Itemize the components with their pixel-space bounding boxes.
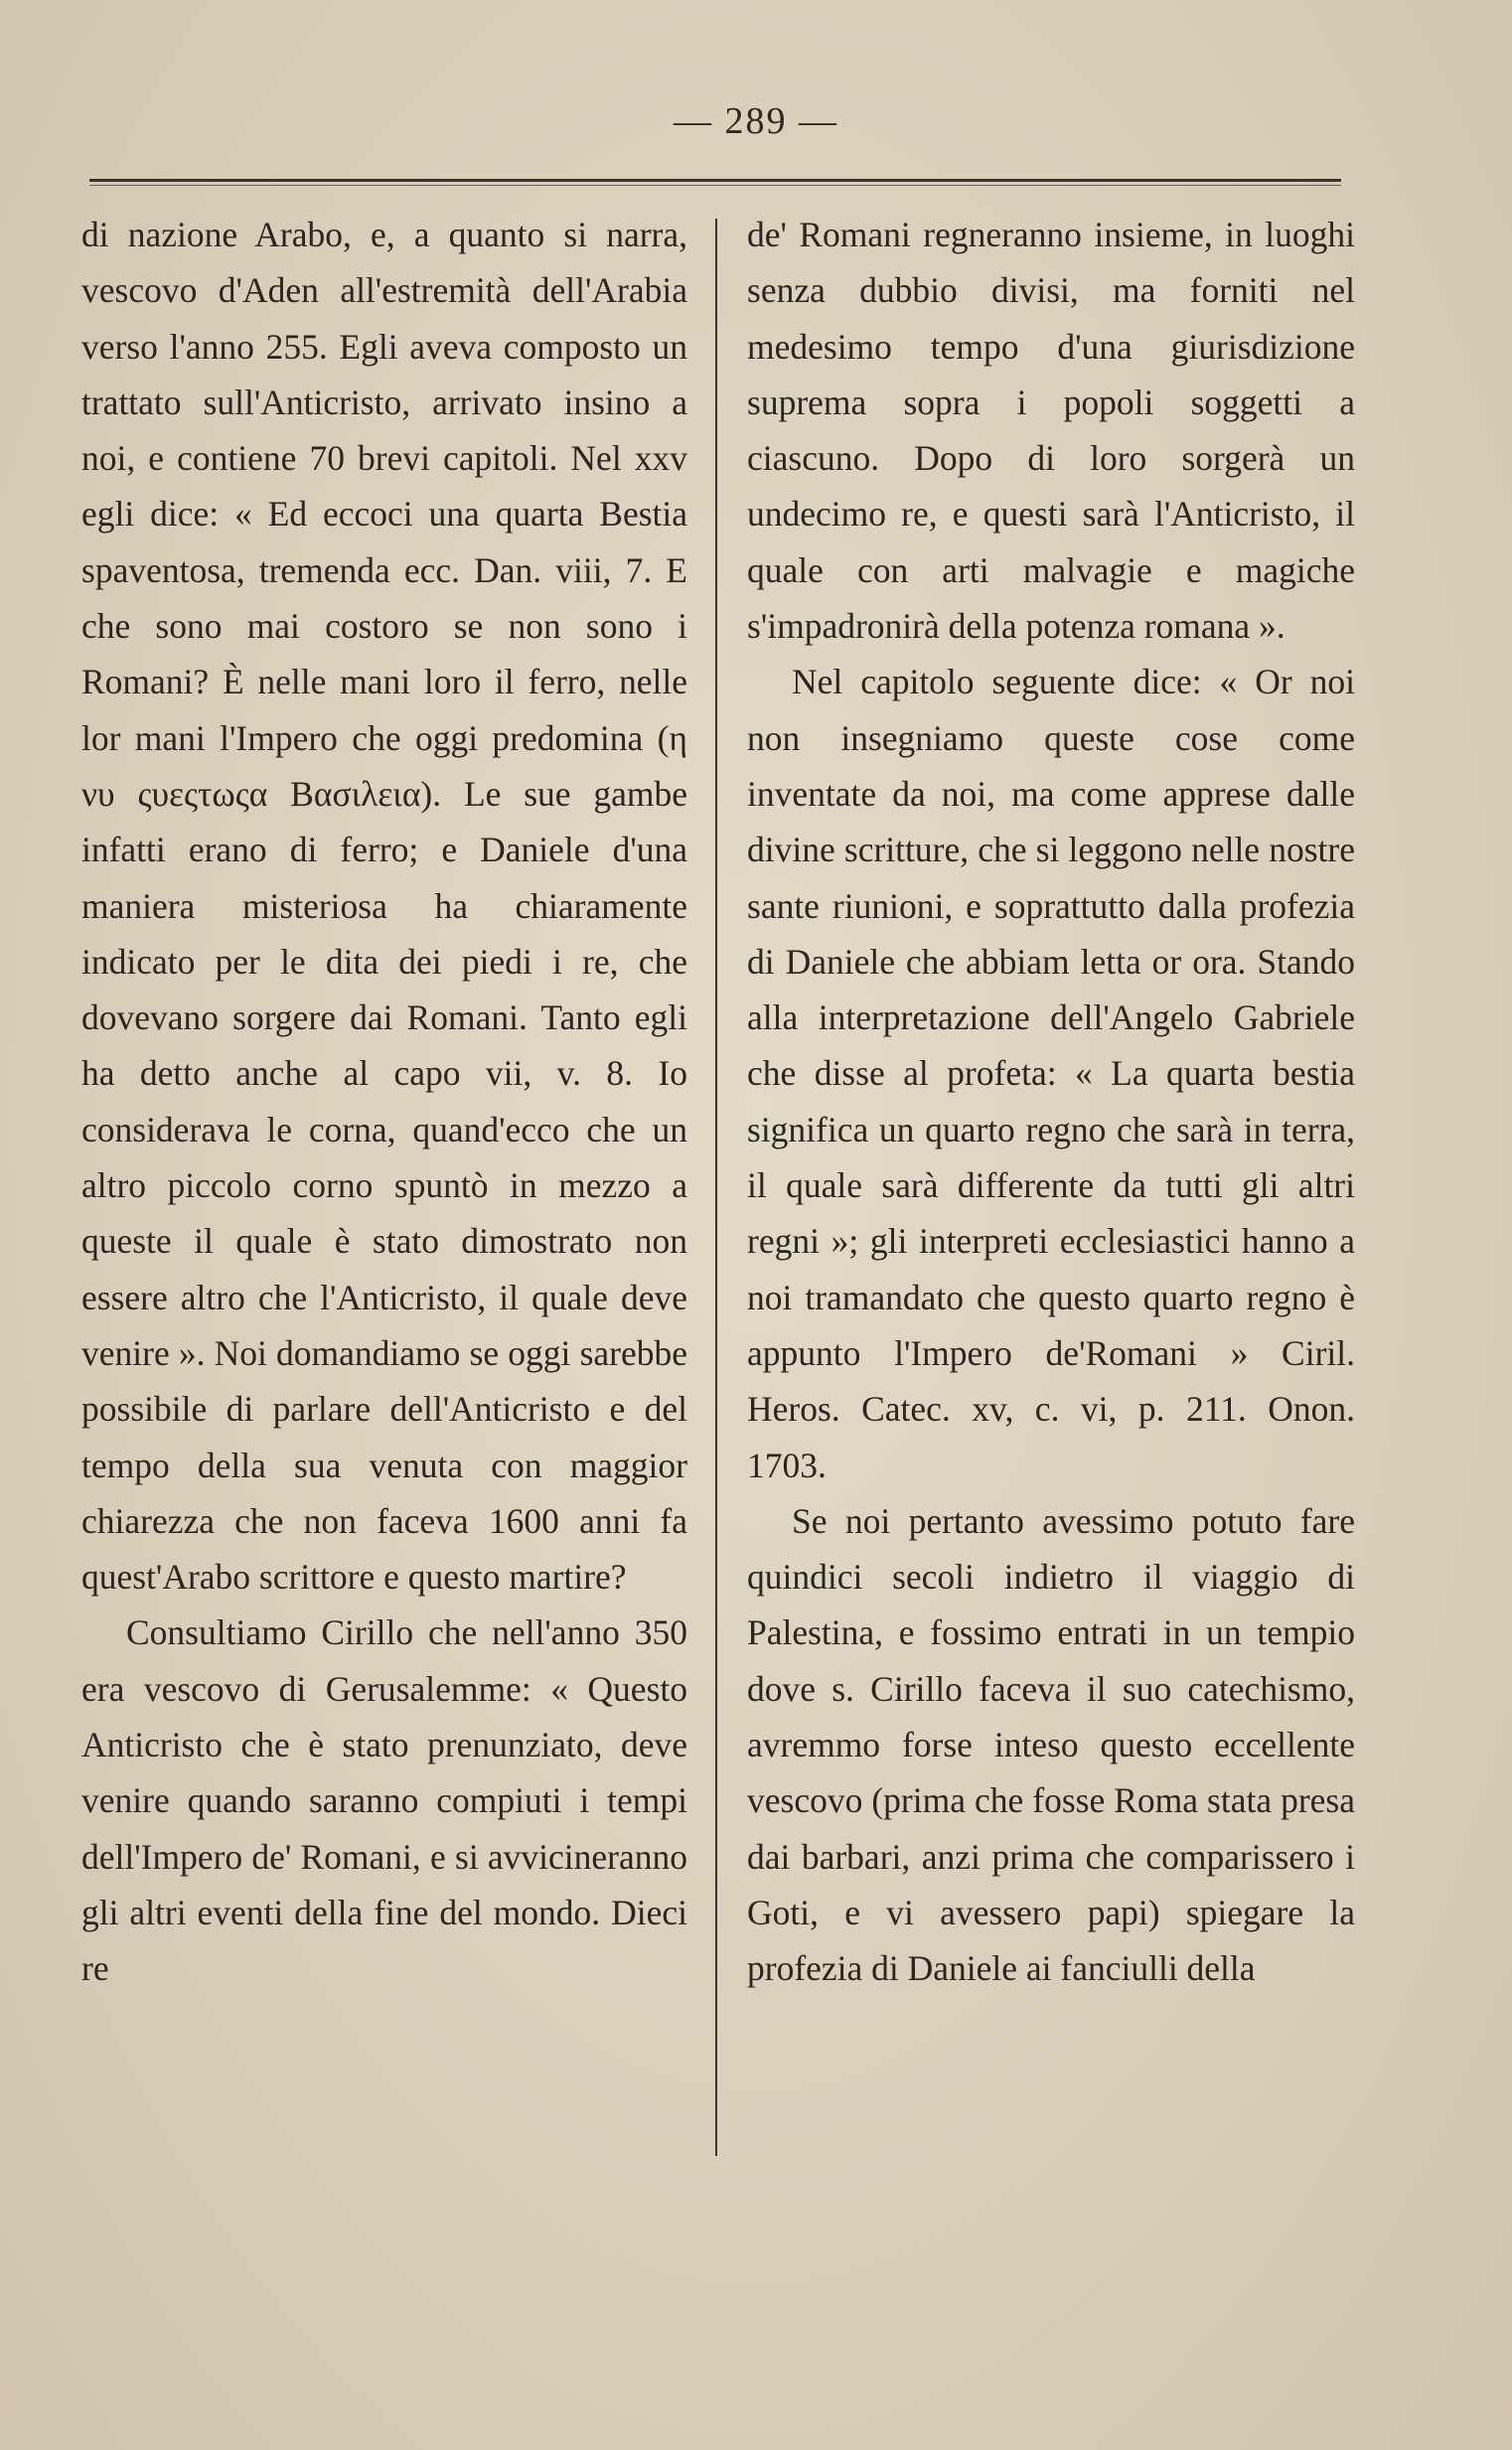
- header-rule: [89, 179, 1341, 182]
- page-number: — 289 —: [674, 100, 838, 142]
- right-column: [747, 207, 1355, 1997]
- left-column: [81, 207, 687, 1997]
- left-paragraph-1: di nazione Arabo, e, a quanto si narra, vescovo d'Aden all'estremità dell'Arabia verso l'anno 255. Egli aveva composto un trattato sull'Anticristo, arrivato insino a noi, e contiene 70 brevi capitoli. Nel xxv egli dice: « Ed eccoci una quarta Bestia spaventosa, tremenda ecc. Dan. viii, 7. E che sono mai costoro se non sono i Romani? È nelle mani loro il ferro, nelle lor mani l'Impero che oggi predomina (η νυ ςυεςτωςα Βασιλεια). Le sue gambe infatti erano di ferro; e Daniele d'una maniera misteriosa ha chiaramente indicato per le dita dei piedi i re, che dovevano sorgere dai Romani. Tanto egli ha detto anche al capo vii, v. 8. Io considerava le corna, quand'ecco che un altro piccolo corno spuntò in mezzo a queste il quale è stato dimostrato non essere altro che l'Anticristo, il quale deve venire ». Noi domandiamo se oggi sarebbe possibile di parlare dell'Anticristo e del tempo della sua venuta con maggior chiarezza che non faceva 1600 anni fa quest'Arabo scrittore e questo martire?: [81, 215, 687, 1598]
- column-divider: [715, 219, 717, 2156]
- right-paragraph-3: Se noi pertanto avessimo potuto fare quindici secoli indietro il viaggio di Palestina, e fossimo entrati in un tempio dove s. Cirillo faceva il suo catechismo, avremmo forse inteso questo eccellente vescovo (prima che fosse Roma stata presa dai barbari, anzi prima che comparissero i Goti, e vi avessero papi) spiegare la profezia di Daniele ai fanciulli della: [747, 1500, 1355, 1989]
- right-paragraph-2: Nel capitolo seguente dice: « Or noi non insegniamo queste cose come inventate da noi, ma come apprese dalle divine scritture, che si leggono nelle nostre sante riunioni, e soprattutto dalla profezia di Daniele che abbiam letta or ora. Stando alla interpretazione dell'Angelo Gabriele che disse al profeta: « La quarta bestia significa un quarto regno che sarà in terra, il quale sarà differente da tutti gli altri regni »; gli interpreti ecclesiastici hanno a noi tramandato che questo quarto regno è appunto l'Impero de'Romani » Ciril. Heros. Catec. xv, c. vi, p. 211. Onon. 1703.: [747, 662, 1355, 1485]
- left-paragraph-2: Consultiamo Cirillo che nell'anno 350 era vescovo di Gerusalemme: « Questo Anticristo che è stato prenunziato, deve venire quando saranno compiuti i tempi dell'Impero de' Romani, e si avvicineranno gli altri eventi della fine del mondo. Dieci re: [81, 1612, 687, 1989]
- right-paragraph-1: de' Romani regneranno insieme, in luoghi senza dubbio divisi, ma forniti nel medesimo tempo d'una giurisdizione suprema sopra i popoli soggetti a ciascuno. Dopo di loro sorgerà un undecimo re, e questi sarà l'Anticristo, il quale con arti malvagie e magiche s'impadronirà della potenza romana ».: [747, 215, 1355, 647]
